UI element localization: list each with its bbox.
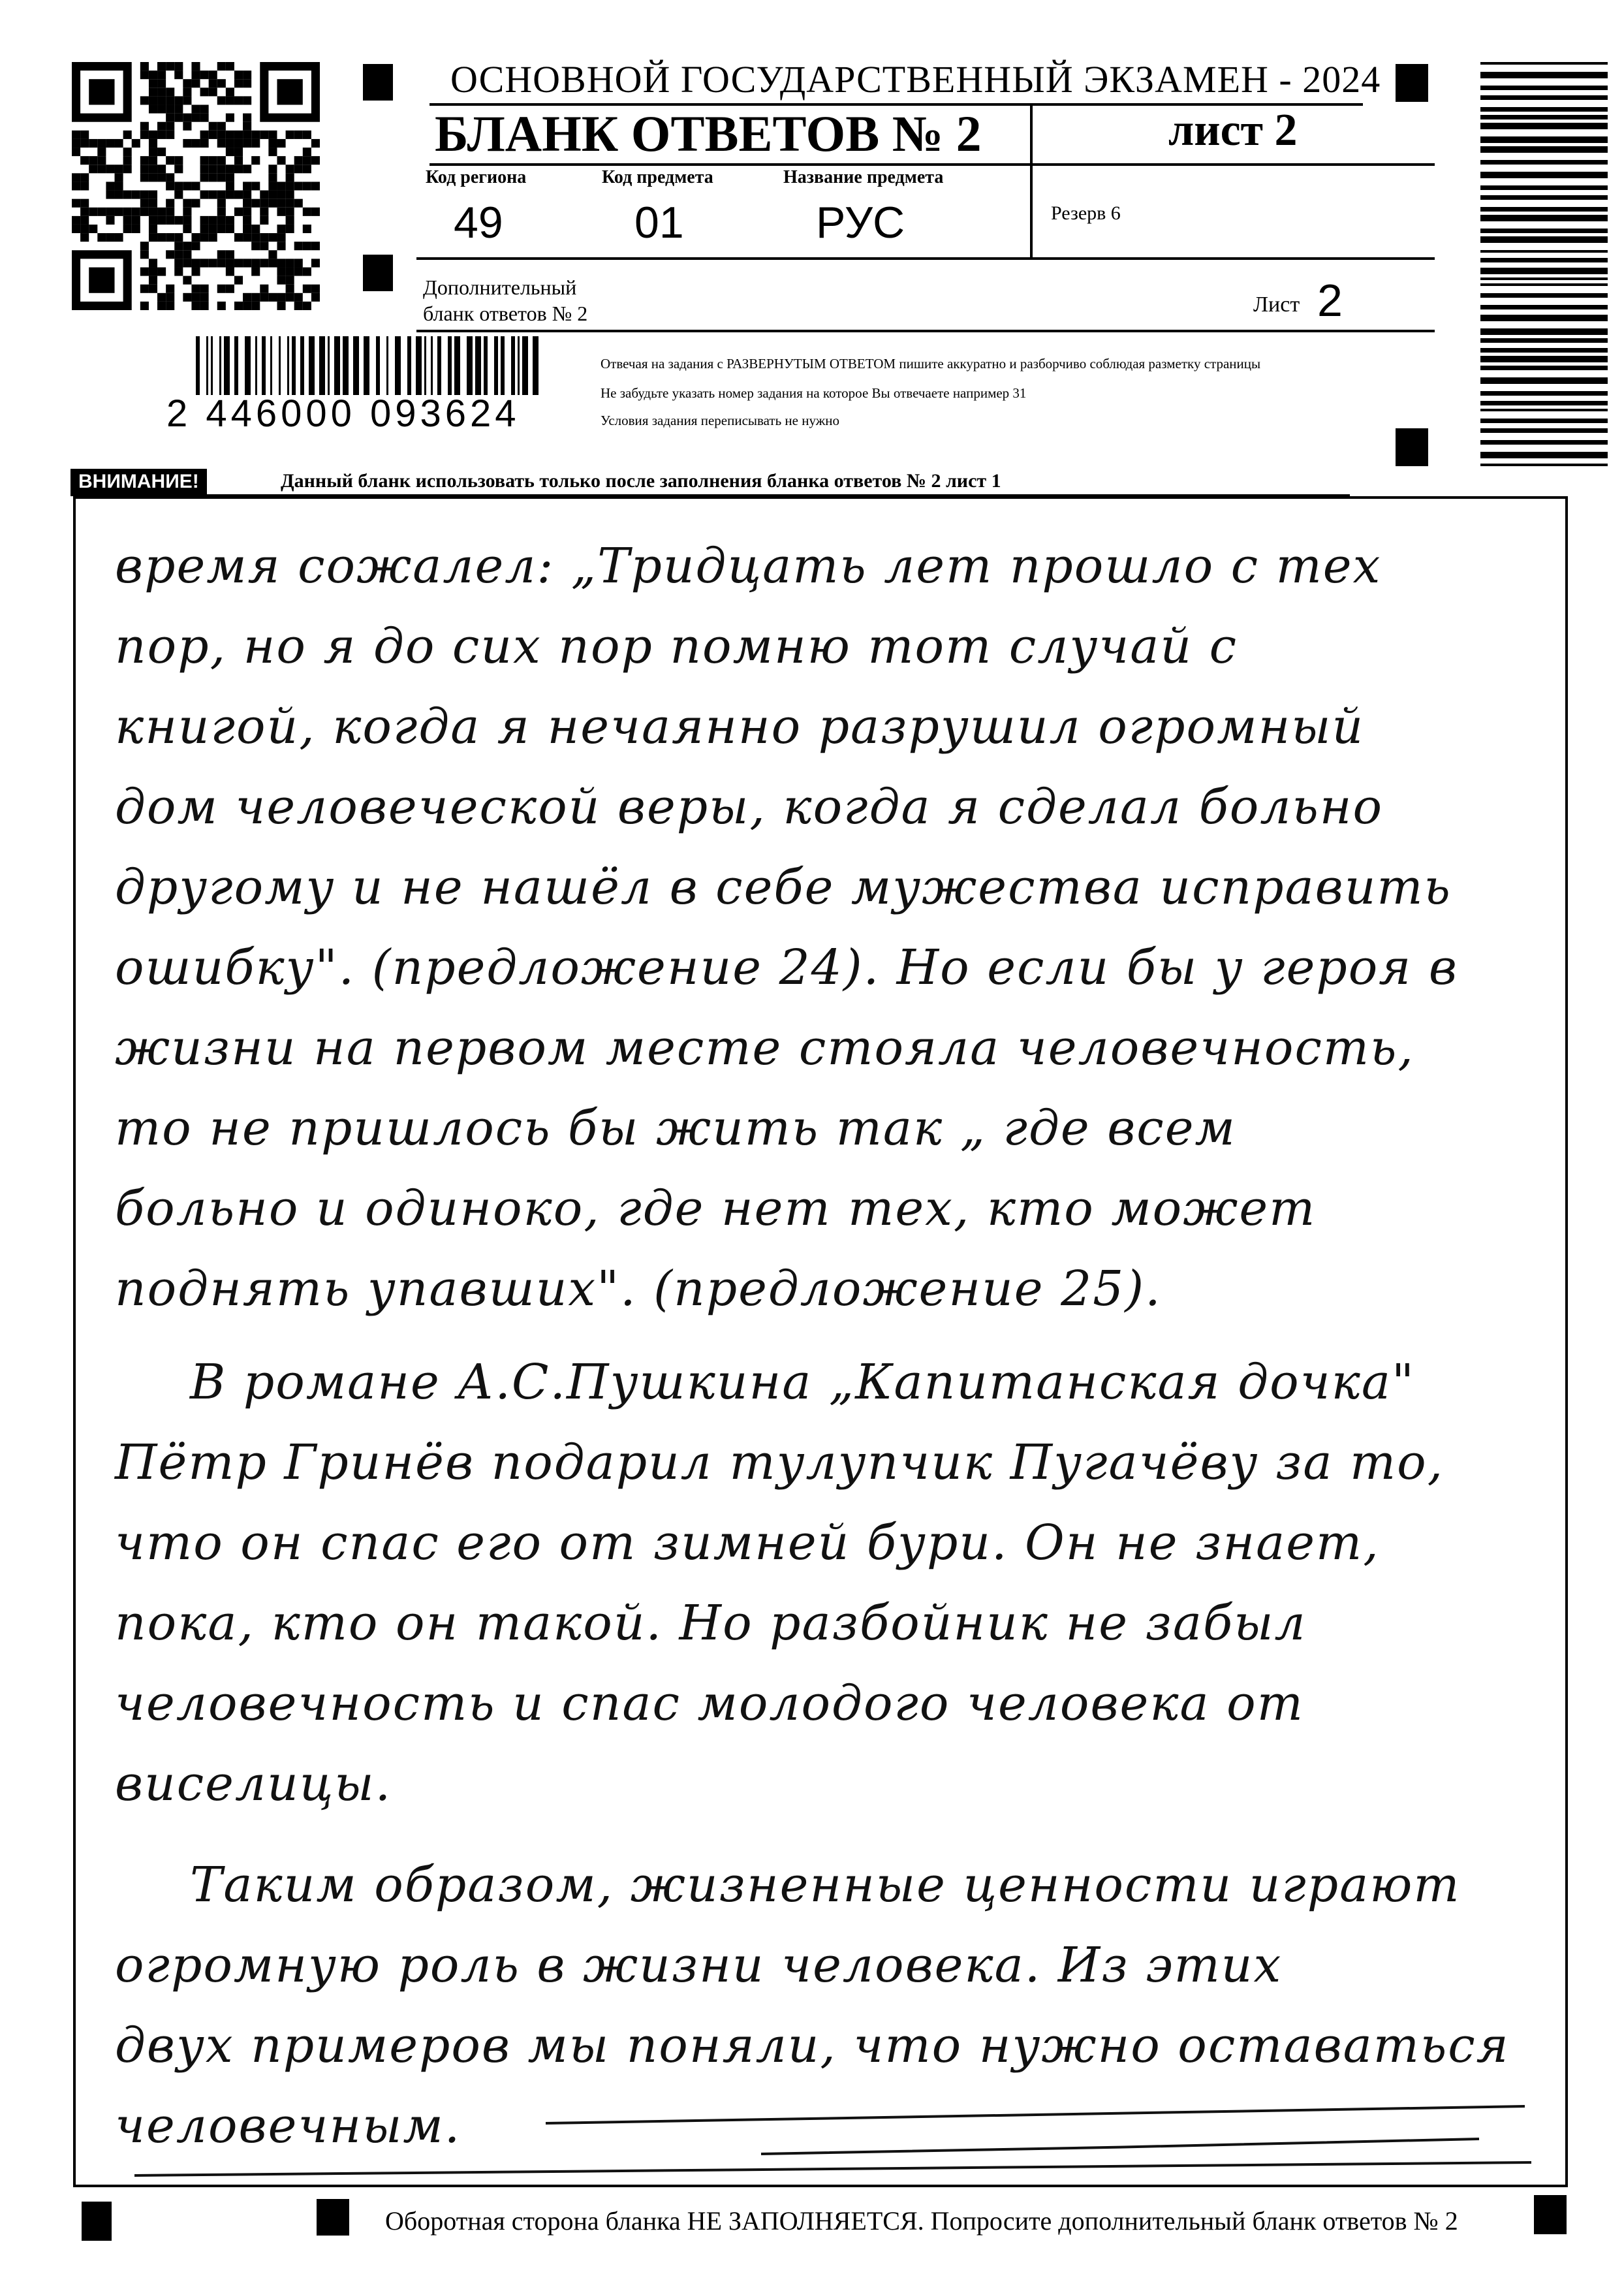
answer-line: пор, но я до сих пор помню тот случай с	[115, 618, 1238, 674]
exam-title: ОСНОВНОЙ ГОСУДАРСТВЕННЫЙ ЭКЗАМЕН - 2024	[450, 58, 1381, 101]
warning-text: Данный бланк использовать только после заполнения бланка ответов № 2 лист 1	[281, 470, 1001, 492]
instruction-line: Отвечая на задания с РАЗВЕРНУТЫМ ОТВЕТОМ пишите аккуратно и разборчиво соблюдая разметку страницы	[601, 356, 1261, 372]
answer-line: человечность и спас молодого человека от	[115, 1675, 1304, 1732]
answer-line: огромную роль в жизни человека. Из этих	[115, 1937, 1283, 1993]
divider	[416, 330, 1435, 332]
instruction-line: Условия задания переписывать не нужно	[601, 413, 839, 428]
form-title: БЛАНК ОТВЕТОВ № 2	[435, 105, 982, 162]
answer-line: В романе А.С.Пушкина „Капитанская дочка"	[190, 1354, 1416, 1410]
answer-line: дом человеческой веры, когда я сделал больно	[115, 779, 1384, 835]
subject-name: РУС	[816, 198, 905, 247]
answer-line: время сожалел: „Тридцать лет прошло с тех	[115, 538, 1382, 594]
answer-area	[73, 496, 1568, 2187]
answer-line: что он спас его от зимней бури. Он не знает,	[115, 1515, 1380, 1571]
alignment-marker	[317, 2199, 349, 2236]
answer-line: человечным.	[115, 2098, 461, 2154]
region-code-label: Код региона	[426, 167, 527, 187]
warning-badge: ВНИМАНИЕ!	[70, 469, 207, 495]
divider	[429, 163, 1435, 166]
answer-line: жизни на первом месте стояла человечность,	[115, 1020, 1414, 1076]
divider	[1030, 104, 1033, 259]
footer-note: Оборотная сторона бланка НЕ ЗАПОЛНЯЕТСЯ. Попросите дополнительный бланк ответов № 2	[385, 2206, 1458, 2236]
sheet-label: Лист	[1253, 293, 1300, 317]
subject-code: 01	[634, 198, 684, 247]
alignment-marker	[1396, 64, 1428, 102]
region-code: 49	[454, 198, 503, 247]
answer-line: больно и одиноко, где нет тех, кто может	[115, 1180, 1317, 1237]
subject-name-label: Название предмета	[783, 167, 944, 187]
answer-line: двух примеров мы поняли, что нужно оставаться	[115, 2017, 1510, 2074]
additional-form-label: Дополнительный бланк ответов № 2	[423, 276, 588, 325]
answer-line: Таким образом, жизненные ценности играют	[190, 1857, 1461, 1913]
answer-line: виселицы.	[115, 1756, 392, 1812]
subject-code-label: Код предмета	[602, 167, 713, 187]
answer-line: ошибку". (предложение 24). Но если бы у героя в	[115, 940, 1458, 996]
answer-line: поднять упавших". (предложение 25).	[115, 1261, 1162, 1317]
sheet-number: 2	[1317, 275, 1343, 326]
vertical-barcode	[1480, 62, 1608, 467]
sheet-title: лист 2	[1168, 105, 1298, 155]
reserve-label: Резерв 6	[1051, 202, 1121, 224]
answer-line: то не пришлось бы жить так „ где всем	[115, 1100, 1236, 1156]
instruction-line: Не забудьте указать номер задания на которое Вы отвечаете например 31	[601, 385, 1027, 401]
answer-line: книгой, когда я нечаянно разрушил огромный	[115, 699, 1365, 755]
alignment-marker	[82, 2202, 112, 2241]
alignment-marker	[1534, 2195, 1567, 2234]
answer-line: пока, кто он такой. Но разбойник не забыл	[115, 1595, 1307, 1651]
alignment-marker	[1396, 428, 1428, 466]
qr-code	[72, 62, 320, 310]
alignment-marker	[363, 255, 393, 291]
alignment-marker	[363, 64, 393, 101]
answer-line: другому и не нашёл в себе мужества исправить	[115, 859, 1452, 915]
barcode-number: 2 446000 093624	[166, 392, 520, 435]
answer-line: Пётр Гринёв подарил тулупчик Пугачёву за то,	[115, 1434, 1444, 1491]
divider	[416, 257, 1435, 260]
